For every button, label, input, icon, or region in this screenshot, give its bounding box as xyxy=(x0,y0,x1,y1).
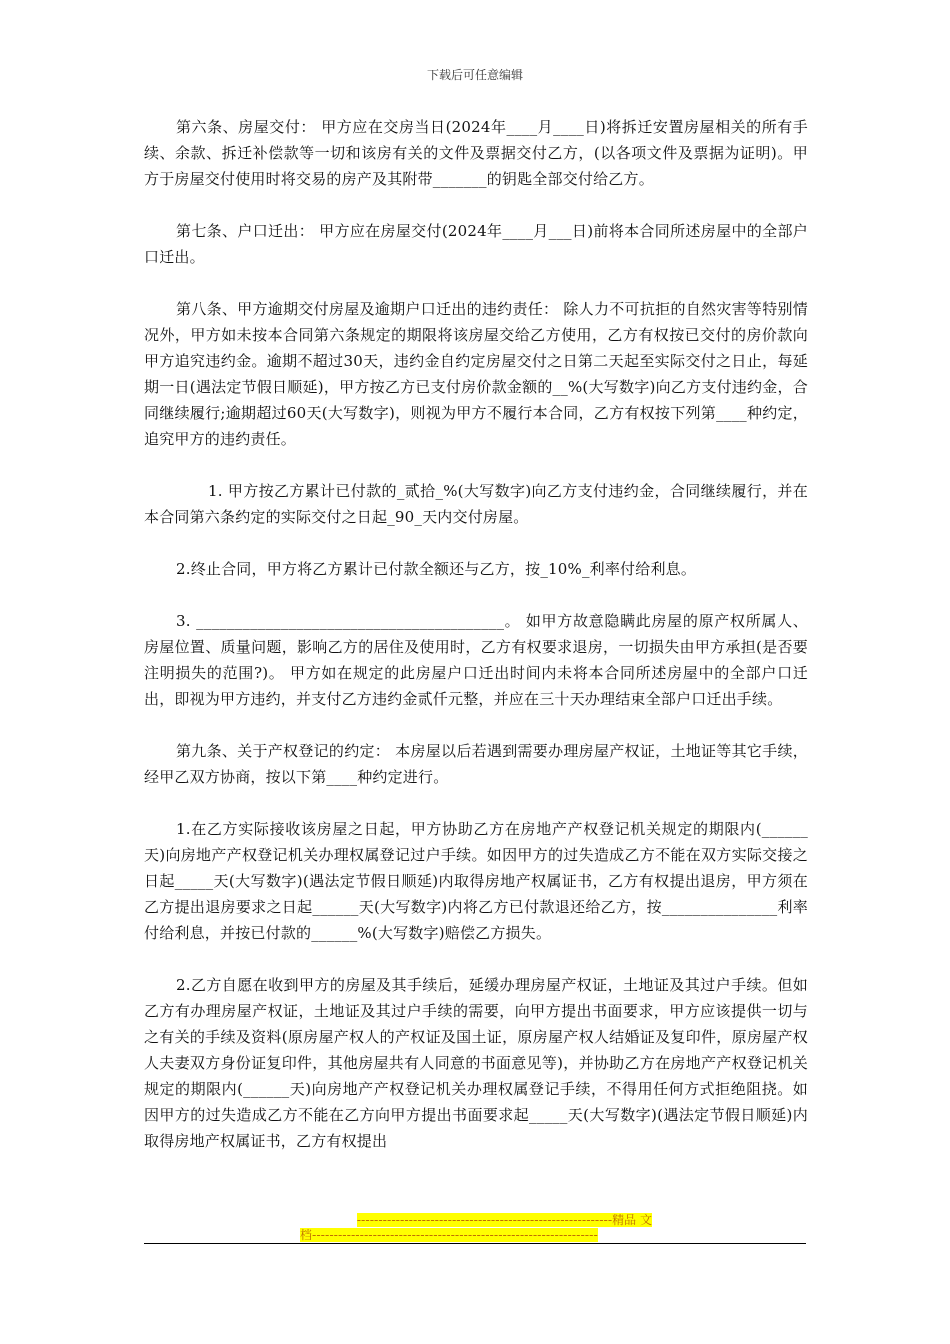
footer-watermark-line-2: 档------------------------------------------------------------------ xyxy=(300,1228,598,1242)
clause-9-option-2: 2.乙方自愿在收到甲方的房屋及其手续后，延缓办理房屋产权证，土地证及其过户手续。但如乙方有办理房屋产权证，土地证及其过户手续的需要，向甲方提出书面要求，甲方应该提供一切与之有关的手续及资料(原房屋产权人的产权证及国土证，原房屋产权人结婚证及复印件，原房屋产权人夫妻双方身份证复印件，其他房屋共有人同意的书面意见等)，并协助乙方在房地产产权登记机关规定的期限内(______天)向房地产产权登记机关办理权属登记手续，不得用任何方式拒绝阻挠。如因甲方的过失造成乙方不能在乙方向甲方提出书面要求起_____天(大写数字)(遇法定节假日顺延)内取得房地产权属证书，乙方有权提出 xyxy=(144,976,808,1150)
clause-8-option-1: 1. 甲方按乙方累计已付款的_贰拾_%(大写数字)向乙方支付违约金，合同继续履行，并在本合同第六条约定的实际交付之日起_90_天内交付房屋。 xyxy=(144,482,808,526)
contract-body xyxy=(144,114,808,1180)
clause-8-option-2: 2.终止合同，甲方将乙方累计已付款全额还与乙方，按_10%_利率付给利息。 xyxy=(176,560,697,578)
clause-9-property-registration: 第九条、关于产权登记的约定： 本房屋以后若遇到需要办理房屋产权证，土地证等其它手续，经甲乙双方协商，按以下第____种约定进行。 xyxy=(144,742,808,786)
footer-divider xyxy=(144,1243,806,1244)
clause-7-household-registration: 第七条、户口迁出： 甲方应在房屋交付(2024年____月___日)前将本合同所述房屋中的全部户口迁出。 xyxy=(144,222,808,266)
clause-8-breach-liability: 第八条、甲方逾期交付房屋及逾期户口迁出的违约责任： 除人力不可抗拒的自然灾害等特别情况外，甲方如未按本合同第六条规定的期限将该房屋交给乙方使用，乙方有权按已交付的房价款向甲方追究违约金。逾期不超过30天，违约金自约定房屋交付之日第二天起至实际交付之日止，每延期一日(遇法定节假日顺延)，甲方按乙方已支付房价款金额的__%(大写数字)向乙方支付违约金，合同继续履行;逾期超过60天(大写数字)，则视为甲方不履行本合同，乙方有权按下列第____种约定，追究甲方的违约责任。 xyxy=(144,300,808,448)
clause-8-option-3: 3. ________________________________________。 如甲方故意隐瞒此房屋的原产权所属人、房屋位置、质量问题，影响乙方的居住及使用时，乙方有权要求退房，一切损失由甲方承担(是否要注明损失的范围?)。 甲方如在规定的此房屋户口迁出时间内未将本合同所述房屋中的全部户口迁出，即视为甲方违约，并支付乙方违约金贰仟元整，并应在三十天办理结束全部户口迁出手续。 xyxy=(144,612,808,708)
clause-9-option-1: 1.在乙方实际接收该房屋之日起，甲方协助乙方在房地产产权登记机关规定的期限内(______天)向房地产产权登记机关办理权属登记过户手续。如因甲方的过失造成乙方不能在双方实际交接之日起_____天(大写数字)(遇法定节假日顺延)内取得房地产权属证书，乙方有权提出退房，甲方须在乙方提出退房要求之日起______天(大写数字)内将乙方已付款退还给乙方，按_______________利率付给利息，并按已付款的______%(大写数字)赔偿乙方损失。 xyxy=(144,820,808,942)
page-header: 下载后可任意编辑 xyxy=(426,68,523,82)
footer-watermark-line-1: -----------------------------------------------------------精品 文 xyxy=(356,1213,652,1227)
clause-6-delivery: 第六条、房屋交付： 甲方应在交房当日(2024年____月____日)将拆迁安置房屋相关的所有手续、余款、拆迁补偿款等一切和该房有关的文件及票据交付乙方，(以各项文件及票据为证明)。甲方于房屋交付使用时将交易的房产及其附带_______的钥匙全部交付给乙方。 xyxy=(144,118,808,188)
